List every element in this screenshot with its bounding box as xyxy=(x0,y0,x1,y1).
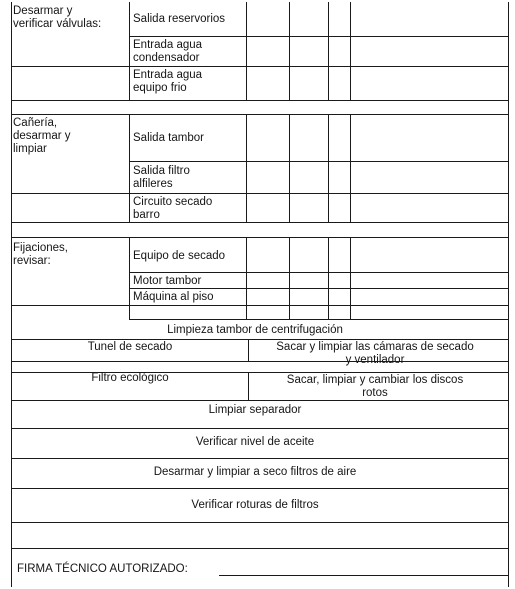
section-label-fijaciones: Fijaciones, revisar: xyxy=(13,242,68,267)
item-entrada-equipo-frio: Entrada agua equipo frio xyxy=(133,69,203,94)
item-circuito-secado: Circuito secado barro xyxy=(133,196,213,221)
row-divider xyxy=(11,193,508,194)
row-divider xyxy=(11,458,508,459)
left-border xyxy=(11,2,12,587)
item-salida-tambor: Salida tambor xyxy=(133,132,204,144)
row-divider xyxy=(129,272,508,273)
col-divider xyxy=(129,114,130,222)
col-divider xyxy=(350,2,351,100)
item-salida-filtro: Salida filtro alfileres xyxy=(133,165,190,190)
task-sacar-limpiar-camaras: Sacar y limpiar las cámaras de secado y ventilador xyxy=(276,341,474,366)
col-divider xyxy=(328,2,329,100)
task-verificar-aceite: Verificar nivel de aceite xyxy=(195,436,315,448)
item-entrada-condensador: Entrada agua condensador xyxy=(133,39,203,64)
col-divider xyxy=(246,2,247,100)
col-divider xyxy=(129,2,130,100)
task-desarmar-filtros-aire: Desarmar y limpiar a seco filtros de aire xyxy=(153,466,357,478)
item-equipo-secado: Equipo de secado xyxy=(133,250,226,262)
section-label-valvulas: Desarmar y verificar válvulas: xyxy=(13,5,102,30)
task-sacar-limpiar-discos: Sacar, limpiar y cambiar los discos rotos xyxy=(286,374,464,399)
row-divider xyxy=(11,548,508,549)
task-limpieza-tambor: Limpieza tambor de centrifugación xyxy=(167,324,343,336)
col-divider xyxy=(350,237,351,319)
col-divider xyxy=(289,114,290,222)
signature-line xyxy=(219,575,508,576)
row-divider xyxy=(129,288,508,289)
task-filtro-ecologico: Filtro ecológico xyxy=(91,372,169,384)
item-salida-reservorios: Salida reservorios xyxy=(133,13,226,25)
section-top xyxy=(11,114,508,115)
col-divider xyxy=(248,339,249,361)
item-maquina-piso: Máquina al piso xyxy=(133,291,214,303)
section-divider xyxy=(11,222,508,223)
col-divider xyxy=(328,237,329,319)
task-verificar-roturas: Verificar roturas de filtros xyxy=(191,499,319,511)
col-divider xyxy=(350,114,351,222)
row-divider xyxy=(11,339,508,340)
col-divider xyxy=(289,237,290,319)
task-tunel-secado: Tunel de secado xyxy=(87,341,173,353)
row-divider xyxy=(11,428,508,429)
col-divider xyxy=(248,372,249,400)
section-label-caneria: Cañería, desarmar y limpiar xyxy=(13,117,71,155)
col-divider xyxy=(129,237,130,319)
col-divider xyxy=(328,114,329,222)
right-border xyxy=(508,2,509,587)
row-divider xyxy=(129,36,508,37)
item-motor-tambor: Motor tambor xyxy=(133,275,202,287)
task-limpiar-separador: Limpiar separador xyxy=(208,404,302,416)
col-divider xyxy=(246,114,247,222)
row-divider xyxy=(129,161,508,162)
section-top xyxy=(11,237,508,238)
row-divider xyxy=(129,319,508,320)
section-divider xyxy=(11,100,508,101)
signature-label: FIRMA TÉCNICO AUTORIZADO: xyxy=(17,563,188,575)
row-divider xyxy=(11,522,508,523)
row-divider xyxy=(11,66,508,67)
col-divider xyxy=(246,237,247,319)
row-divider xyxy=(11,400,508,401)
section-divider xyxy=(11,305,508,306)
col-divider xyxy=(289,2,290,100)
row-divider xyxy=(11,488,508,489)
